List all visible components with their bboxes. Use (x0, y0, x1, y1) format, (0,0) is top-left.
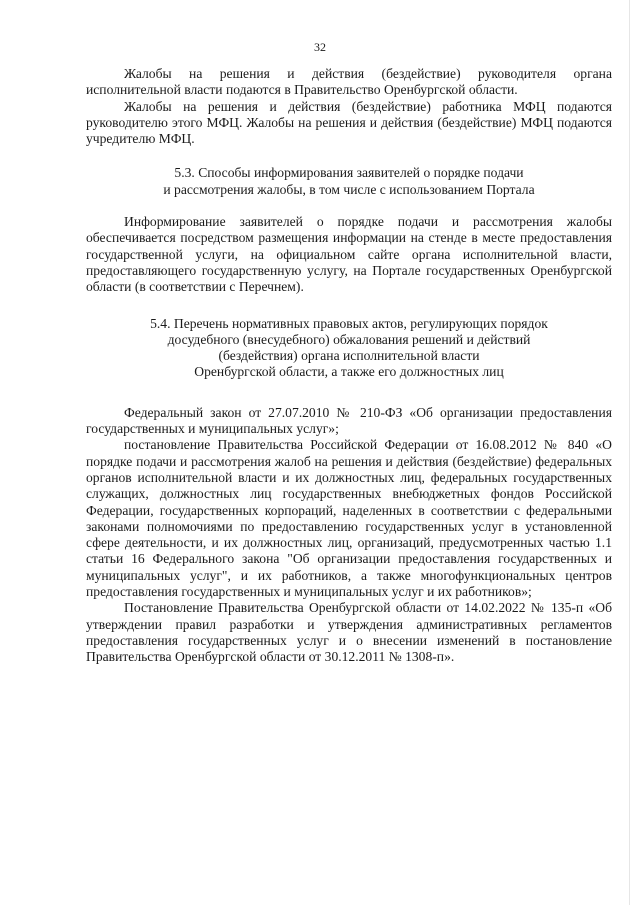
page-number: 32 (314, 40, 326, 54)
section-5-4-heading-line4: Оренбургской области, а также его должностных лиц (194, 364, 504, 380)
paragraph-complaints-head: Жалобы на решения и действия (бездействие) руководителя органа исполнительной власти подаются в Правительство Оренбургской области. (86, 66, 612, 98)
section-5-4-heading-line1: 5.4. Перечень нормативных правовых актов, регулирующих порядок (150, 315, 548, 331)
document-body (86, 66, 612, 666)
paragraph-complaints-mfc: Жалобы на решения и действия (бездействие) работника МФЦ подаются руководителю этого МФЦ. Жалобы на решения и действия (бездействие) МФЦ подаются учредителю МФЦ. (86, 98, 612, 147)
section-5-4-heading (86, 316, 612, 381)
scan-margin-line (629, 0, 630, 905)
section-5-3-heading (86, 165, 612, 198)
legal-act-item: Федеральный закон от 27.07.2010 № 210-ФЗ «Об организации предоставления государственных и муниципальных услуг»; (86, 404, 612, 437)
section-5-4-heading-line3: (бездействия) органа исполнительной власти (218, 348, 480, 364)
section-5-4-heading-line2: досудебного (внесудебного) обжалования решений и действий (167, 331, 531, 347)
section-5-3-heading-line1: 5.3. Способы информирования заявителей о порядке подачи (174, 165, 524, 181)
section-5-3-body: Информирование заявителей о порядке подачи и рассмотрения жалобы обеспечивается посредством размещения информации на стенде в месте предоставления государственной услуги, на официальном сайте органа исполнительной власти, предоставляющего государственную услугу, на Портале государственных Оренбургской области (в соответствии с Перечнем). (86, 214, 612, 295)
legal-act-item: постановление Правительства Российской Федерации от 16.08.2012 № 840 «О порядке подачи и рассмотрения жалоб на решения и действия (бездействие) федеральных органов исполнительной власти и их должностных лиц, федеральных государственных служащих, должностных лиц государственных внебюджетных фондов Российской Федерации, государственных корпораций, наделенных в соответствии с федеральными законами полномочиями по предоставлению государственных услуг в установленной сфере деятельности, и их должностных лиц, организаций, предусмотренных частью 1.1 статьи 16 Федерального закона "Об организации предоставления государственных и муниципальных услуг", и их работников, а также многофункциональных центров предоставления государственных и муниципальных услуг и их работников»; (86, 437, 612, 600)
section-5-3-heading-line2: и рассмотрения жалобы, в том числе с использованием Портала (163, 181, 535, 197)
legal-act-item: Постановление Правительства Оренбургской области от 14.02.2022 № 135-п «Об утверждении правил разработки и утверждения административных регламентов предоставления государственных услуг и о внесении изменений в постановление Правительства Оренбургской области от 30.12.2011 № 1308-п». (86, 600, 612, 665)
